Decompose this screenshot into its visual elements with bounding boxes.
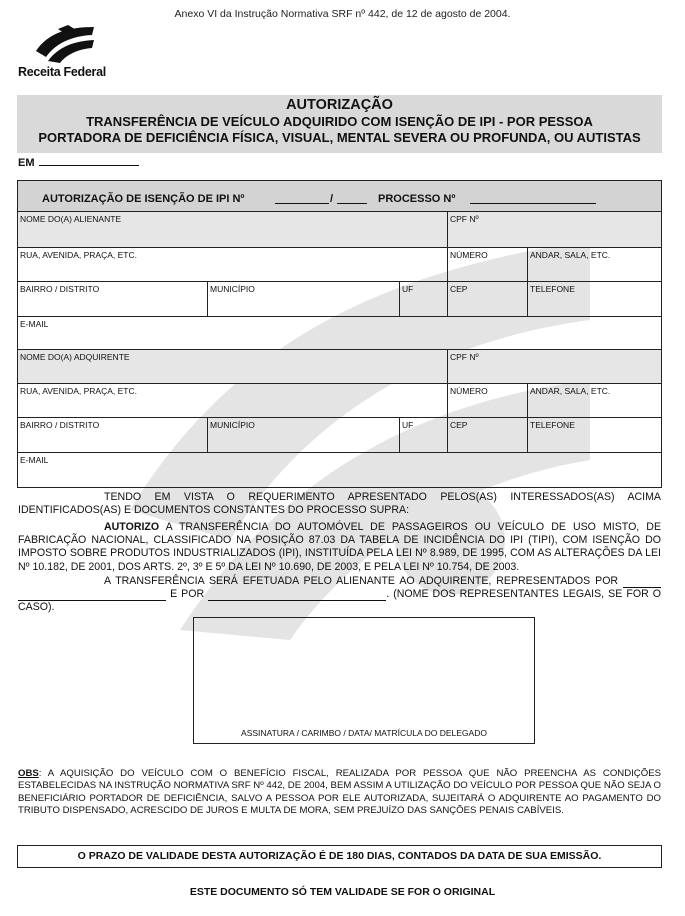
logo-text: Receita Federal: [18, 65, 106, 79]
em-blank[interactable]: [39, 156, 139, 166]
alienante-city-label: MUNICÍPIO: [210, 284, 255, 294]
em-label: EM: [18, 157, 35, 169]
alienante-floor-label: ANDAR, SALA, ETC.: [530, 250, 611, 260]
auth-number-sep: /: [330, 193, 334, 205]
alienante-cpf-cell[interactable]: [448, 212, 661, 248]
representative-1-blank-a[interactable]: [623, 577, 661, 588]
adquirente-cep-cell[interactable]: [448, 418, 528, 453]
alienante-district-label: BAIRRO / DISTRITO: [20, 284, 100, 294]
signature-caption: ASSINATURA / CARIMBO / DATA/ MATRÍCULA DO DELEGADO: [241, 728, 487, 738]
alienante-email-cell[interactable]: [18, 317, 661, 350]
title-box: [17, 95, 662, 153]
adquirente-uf-label: UF: [402, 420, 414, 430]
title-line-2: TRANSFERÊNCIA DE VEÍCULO ADQUIRIDO COM ISENÇÃO DE IPI - POR PESSOA: [86, 114, 593, 129]
paragraph-3-text-a: A TRANSFERÊNCIA SERÁ EFETUADA PELO ALIENANTE AO ADQUIRENTE, REPRESENTADOS POR: [104, 575, 619, 587]
auth-number-blank[interactable]: [275, 193, 329, 204]
adquirente-phone-label: TELEFONE: [530, 420, 575, 430]
paragraph-2: [18, 521, 661, 574]
paragraph-3-text-b: E POR: [170, 588, 205, 601]
adquirente-district-cell[interactable]: [18, 418, 208, 453]
obs-label: OBS: [18, 768, 39, 779]
adquirente-uf-cell[interactable]: [400, 418, 448, 453]
adquirente-number-cell[interactable]: [448, 384, 528, 418]
adquirente-name-label: NOME DO(A) ADQUIRENTE: [20, 352, 130, 362]
paragraph-1: [18, 491, 661, 517]
signature-box[interactable]: [193, 617, 535, 744]
title-line-1: AUTORIZAÇÃO: [286, 97, 393, 113]
adquirente-floor-label: ANDAR, SALA, ETC.: [530, 386, 611, 396]
alienante-uf-label: UF: [402, 284, 414, 294]
form-table: [17, 180, 662, 488]
alienante-number-cell[interactable]: [448, 248, 528, 282]
adquirente-street-label: RUA, AVENIDA, PRAÇA, ETC.: [20, 386, 137, 396]
auth-year-blank[interactable]: [337, 193, 367, 204]
alienante-name-label: NOME DO(A) ALIENANTE: [20, 214, 122, 224]
authorize-keyword: AUTORIZO: [104, 521, 160, 533]
paragraph-3-text-c: . (NOME DOS REPRESENTANTES LEGAIS, SE FOR O CASO).: [18, 588, 662, 614]
alienante-cep-label: CEP: [450, 284, 468, 294]
obs-text: : A AQUISIÇÃO DO VEÍCULO COM O BENEFÍCIO FISCAL, REALIZADA POR PESSOA QUE NÃO PREENCHA AS CONDIÇÕES ESTABELECIDAS NA INSTRUÇÃO NORMATIVA SRF Nº 442, DE 2004, BEM ASSIM A UTILIZAÇÃO DO VEÍCULO POR PESSOA QUE NÃO SEJA O BENEFICIÁRIO PORTADOR DE DEFICIÊNCIA, SALVO A PESSOA POR ELE AUTORIZADA, SUJEITARÁ O ADQUIRENTE AO PAGAMENTO DO TRIBUTO DISPENSADO, ACRESCIDO DE JUROS E MULTA DE MORA, SEM PREJUÍZO DAS SANÇÕES PENAIS CABÍVEIS.: [18, 768, 661, 816]
alienante-cep-cell[interactable]: [448, 282, 528, 317]
adquirente-email-cell[interactable]: [18, 453, 661, 487]
paragraph-1-text: TENDO EM VISTA O REQUERIMENTO APRESENTADO PELOS(AS) INTERESSADOS(AS) ACIMA IDENTIFICADOS(AS) E DOCUMENTOS CONSTANTES DO PROCESSO SUPRA:: [18, 491, 661, 517]
em-field[interactable]: [18, 156, 139, 169]
alienante-street-label: RUA, AVENIDA, PRAÇA, ETC.: [20, 250, 137, 260]
title-line-3: PORTADORA DE DEFICIÊNCIA FÍSICA, VISUAL, MENTAL SEVERA OU PROFUNDA, OU AUTISTAS: [38, 130, 641, 145]
form-header: [18, 181, 661, 212]
alienante-name-cell[interactable]: [18, 212, 448, 248]
process-blank[interactable]: [470, 193, 596, 204]
alienante-uf-cell[interactable]: [400, 282, 448, 317]
receita-federal-logo-icon: [34, 25, 96, 63]
adquirente-district-label: BAIRRO / DISTRITO: [20, 420, 100, 430]
alienante-number-label: NÚMERO: [450, 250, 488, 260]
representative-1-blank-b[interactable]: [18, 590, 166, 601]
adquirente-cpf-label: CPF Nº: [450, 352, 479, 362]
header-note: Anexo VI da Instrução Normativa SRF nº 442, de 12 de agosto de 2004.: [174, 8, 511, 20]
process-label: PROCESSO Nº: [378, 193, 456, 205]
adquirente-cpf-cell[interactable]: [448, 350, 661, 384]
adquirente-city-cell[interactable]: [208, 418, 400, 453]
validity-box: O PRAZO DE VALIDADE DESTA AUTORIZAÇÃO É DE 180 DIAS, CONTADOS DA DATA DE SUA EMISSÃO.: [17, 845, 662, 868]
alienante-floor-cell[interactable]: [528, 248, 661, 282]
adquirente-cep-label: CEP: [450, 420, 468, 430]
adquirente-floor-cell[interactable]: [528, 384, 661, 418]
paragraph-3: [18, 575, 661, 615]
alienante-district-cell[interactable]: [18, 282, 208, 317]
alienante-email-label: E-MAIL: [20, 319, 49, 329]
alienante-phone-label: TELEFONE: [530, 284, 575, 294]
final-note: ESTE DOCUMENTO SÓ TEM VALIDADE SE FOR O ORIGINAL: [189, 886, 496, 898]
representative-2-blank[interactable]: [208, 590, 386, 601]
adquirente-phone-cell[interactable]: [528, 418, 661, 453]
adquirente-street-cell[interactable]: [18, 384, 448, 418]
alienante-city-cell[interactable]: [208, 282, 400, 317]
adquirente-email-label: E-MAIL: [20, 455, 49, 465]
adquirente-city-label: MUNICÍPIO: [210, 420, 255, 430]
logo: [18, 25, 128, 85]
adquirente-name-cell[interactable]: [18, 350, 448, 384]
paragraph-2-text: A TRANSFERÊNCIA DO AUTOMÓVEL DE PASSAGEIROS OU VEÍCULO DE USO MISTO, DE FABRICAÇÃO NACIONAL, CLASSIFICADO NA POSIÇÃO 87.03 DA TABELA DE INCIDÊNCIA DO IPI (TIPI), COM ISENÇÃO DO IMPOSTO SOBRE PRODUTOS INDUSTRIALIZADOS (IPI), INSTITUÍDA PELA LEI Nº 8.989, DE 1995, COM AS ALTERAÇÕES DA LEI Nº 10.182, DE 2001, DOS ARTS. 2º, 3º E 5º DA LEI Nº 10.690, DE 2003, E PELA LEI Nº 10.754, DE 2003.: [18, 521, 662, 573]
alienante-phone-cell[interactable]: [528, 282, 661, 317]
obs-note: [18, 768, 661, 817]
adquirente-number-label: NÚMERO: [450, 386, 488, 396]
auth-number-label: AUTORIZAÇÃO DE ISENÇÃO DE IPI Nº: [42, 193, 245, 205]
alienante-cpf-label: CPF Nº: [450, 214, 479, 224]
alienante-street-cell[interactable]: [18, 248, 448, 282]
